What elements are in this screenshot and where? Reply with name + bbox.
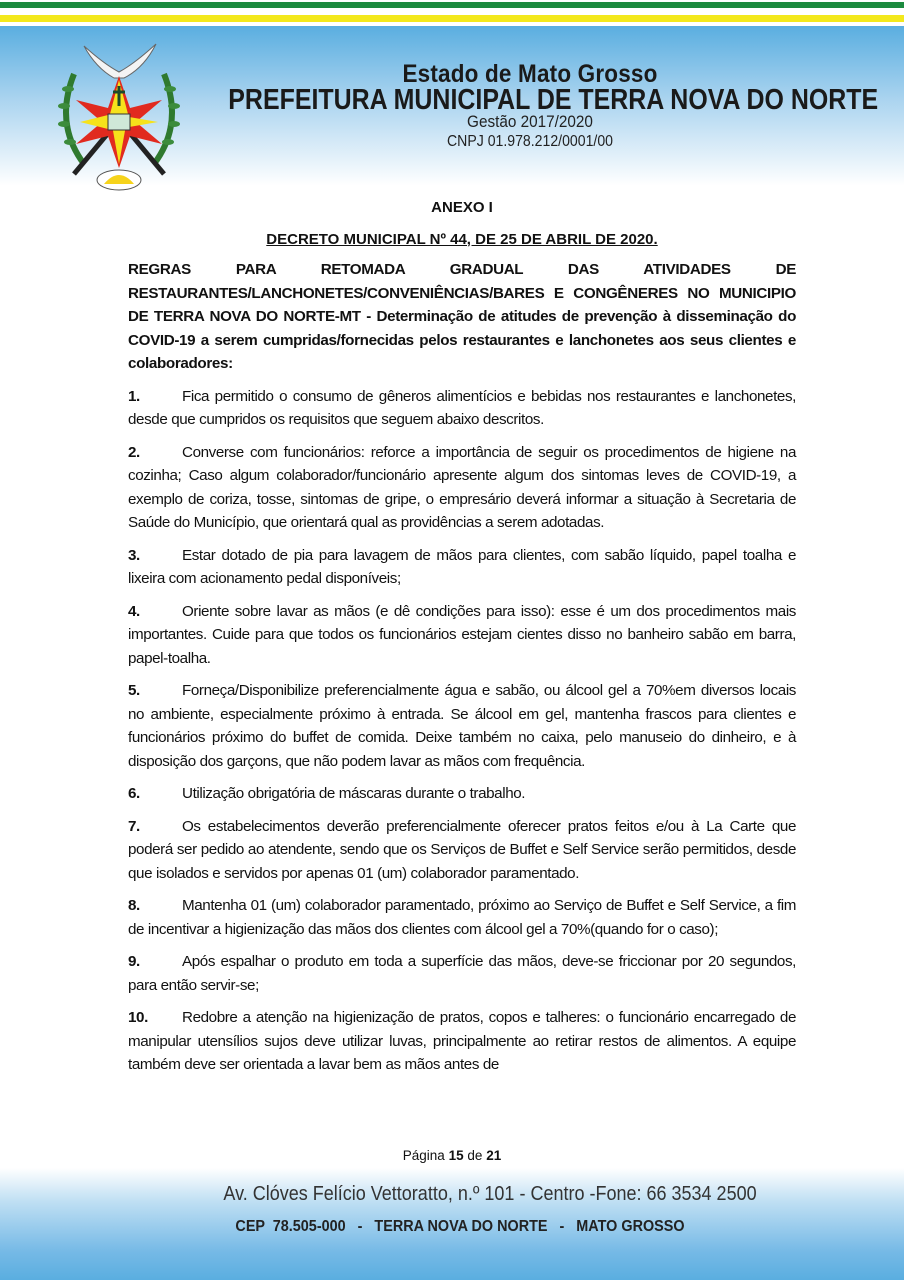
rules-heading: REGRAS PARA RETOMADA GRADUAL DAS ATIVIDADES DE RESTAURANTES/LANCHONETES/CONVENIÊNCIAS/BARES E CONGÊNERES NO MUNICIPIO DE TERRA NOVA DO NORTE-MT - Determinação de atitudes de prevenção à disseminação do COVID-19 a serem cumpridas/fornecidas pelos restaurantes e lanchonetes aos seus clientes e colaboradores: bbox=[128, 261, 796, 372]
rule-number: 3. bbox=[128, 546, 140, 564]
rule-text: Estar dotado de pia para lavagem de mãos para clientes, com sabão líquido, papel toalha e lixeira com acionamento pedal disponíveis; bbox=[128, 546, 796, 587]
annex-title: ANEXO I bbox=[431, 199, 493, 216]
document-body bbox=[128, 196, 796, 1086]
footer-address: Av. Clóves Felício Vettoratto, n.º 101 - Centro -Fone: 66 3534 2500 bbox=[223, 1183, 757, 1205]
decree-title: DECRETO MUNICIPAL Nº 44, DE 25 DE ABRIL DE 2020. bbox=[266, 230, 658, 248]
rule-number: 5. bbox=[128, 682, 140, 699]
rule-text: Os estabelecimentos deverão preferencialmente oferecer pratos feitos e/ou à La Carte que poderá ser pedido ao atendente, sendo que os Serviços de Buffet e Self Service serão permitidos, desde que isolados e servidos por apenas 01 (um) colaborador paramentado. bbox=[128, 817, 796, 882]
page-sep: de bbox=[467, 1148, 483, 1163]
rule-number: 8. bbox=[128, 897, 140, 914]
page-total: 21 bbox=[486, 1148, 502, 1163]
rule-item bbox=[128, 441, 796, 535]
coat-of-arms-icon bbox=[44, 34, 194, 194]
rule-number: 10. bbox=[128, 1009, 148, 1026]
rule-item bbox=[128, 815, 796, 886]
footer-cep: CEP 78.505-000 - TERRA NOVA DO NORTE - MATO GROSSO bbox=[235, 1218, 685, 1235]
rule-text: Forneça/Disponibilize preferencialmente água e sabão, ou álcool gel a 70%em diversos locais no ambiente, especialmente próximo à entrada. Se álcool em gel, mantenha frascos para clientes e funcionários próximo do buffet de comida. Deixe também no caixa, pelo manuseio do dinheiro, e à disposição dos garçons, que não podem lavar as mãos com frequência. bbox=[128, 682, 796, 770]
page-prefix: Página bbox=[402, 1148, 445, 1163]
rule-item bbox=[128, 894, 796, 941]
rule-text: Mantenha 01 (um) colaborador paramentado, próximo ao Serviço de Buffet e Self Service, a fim de incentivar a higienização das mãos dos clientes com álcool gel a 70%(quando for o caso); bbox=[128, 897, 796, 938]
rule-number: 6. bbox=[128, 785, 140, 802]
rule-number: 4. bbox=[128, 602, 140, 620]
rule-number: 1. bbox=[128, 387, 140, 405]
rule-number: 2. bbox=[128, 443, 140, 461]
page-current: 15 bbox=[448, 1148, 464, 1163]
header-green-stripe bbox=[0, 2, 904, 8]
rule-text: Redobre a atenção na higienização de pratos, copos e talheres: o funcionário encarregado de manipular utensílios sujos deve utilizar luvas, principalmente ao retirar restos de alimentos. A equipe também deve ser orientada a lavar bem as mãos antes de bbox=[128, 1009, 796, 1073]
rule-item bbox=[128, 544, 796, 591]
page-number bbox=[0, 1148, 904, 1163]
cnpj-label: CNPJ 01.978.212/0001/00 bbox=[447, 133, 613, 150]
rule-item bbox=[128, 600, 796, 671]
prefeitura-title: PREFEITURA MUNICIPAL DE TERRA NOVA DO NORTE bbox=[228, 84, 879, 116]
header-yellow-stripe bbox=[0, 15, 904, 22]
rule-text: Utilização obrigatória de máscaras durante o trabalho. bbox=[182, 785, 526, 802]
rule-text: Converse com funcionários: reforce a importância de seguir os procedimentos de higiene na cozinha; Caso algum colaborador/funcionário apresente algum dos sintomas leves de COVID-19, a exemplo de coriza, tosse, sintomas de gripe, o empresário deverá informar a situação à Secretaria de Saúde do Município, que orientará qual as providências a serem adotadas. bbox=[128, 443, 796, 531]
state-name: Estado de Mato Grosso bbox=[402, 60, 658, 88]
rule-item bbox=[128, 1006, 796, 1077]
rule-item bbox=[128, 950, 796, 997]
rule-number: 7. bbox=[128, 817, 140, 835]
gestao-label: Gestão 2017/2020 bbox=[467, 112, 593, 131]
rule-text: Oriente sobre lavar as mãos (e dê condições para isso): esse é um dos procedimentos mais importantes. Cuide para que todos os funcionários estejam cientes disso no banheiro sabão em barra, papel-toalha. bbox=[128, 602, 796, 667]
rule-item bbox=[128, 385, 796, 432]
rule-number: 9. bbox=[128, 953, 140, 970]
rule-item bbox=[128, 679, 796, 773]
rule-item bbox=[128, 782, 796, 806]
rule-text: Após espalhar o produto em toda a superfície das mãos, deve-se friccionar por 20 segundos, para então servir-se; bbox=[128, 953, 796, 994]
rule-text: Fica permitido o consumo de gêneros alimentícios e bebidas nos restaurantes e lanchonetes, desde que cumpridos os requisitos que seguem abaixo descritos. bbox=[128, 387, 796, 428]
